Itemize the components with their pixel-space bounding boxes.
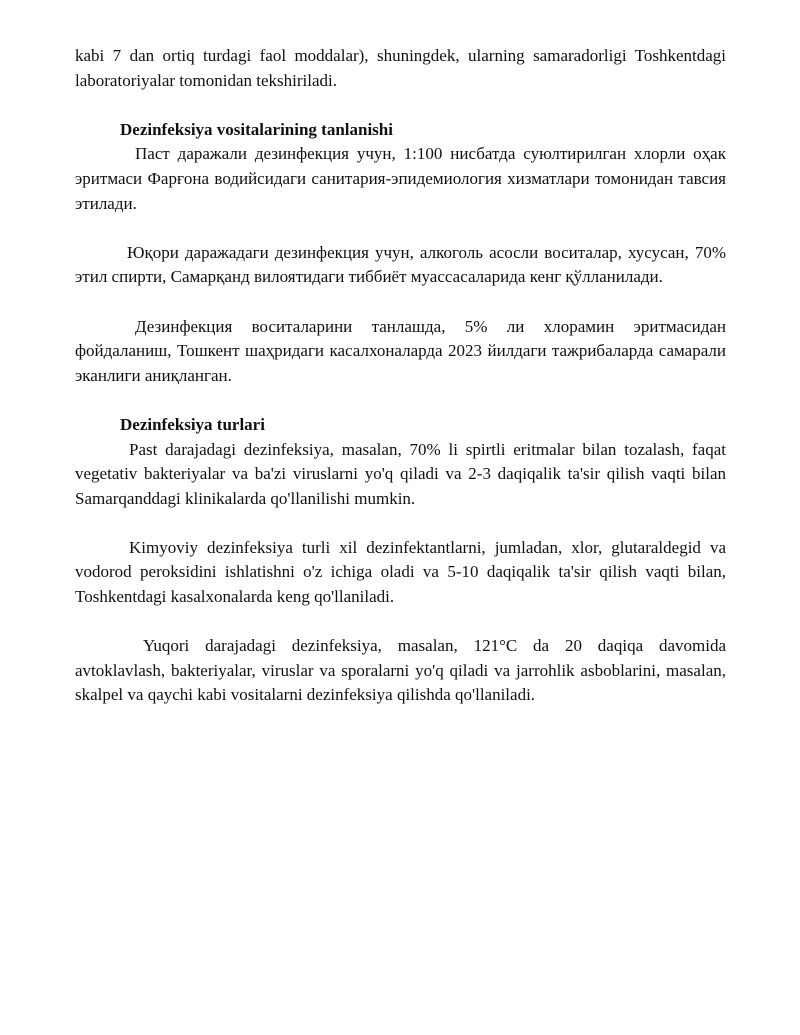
paragraph-high-level-latin: Yuqori darajadagi dezinfeksiya, masalan, 121°C da 20 daqiqa davomida avtoklavlash, bakteriyalar, viruslar va sporalarni yo'q qiladi va jarrohlik asboblarini, masalan, skalpel va qaychi kabi vositalarni dezinfeksiya qilishda qo'llaniladi. bbox=[75, 636, 726, 705]
paragraph-chloramine-cyrillic: Дезинфекция воситаларини танлашда, 5% ли хлорамин эритмасидан фойдаланиш, Тошкент шаҳридаги касалхоналарда 2023 йилдаги тажрибаларда самарали эканлиги аниқланган. bbox=[75, 316, 726, 385]
spacer bbox=[75, 388, 726, 413]
document-page bbox=[75, 44, 726, 708]
spacer bbox=[75, 93, 726, 118]
section-heading-selection: Dezinfeksiya vositalarining tanlanishi bbox=[120, 119, 393, 139]
spacer bbox=[75, 216, 726, 241]
paragraph-high-level-cyrillic: Юқори даражадаги дезинфекция учун, алкоголь асосли воситалар, хусусан, 70% этил спирти, Самарқанд вилоятидаги тиббиёт муассасаларида кенг қўлланилади. bbox=[75, 242, 726, 287]
section-heading-types: Dezinfeksiya turlari bbox=[120, 414, 265, 434]
paragraph-chemical-latin: Kimyoviy dezinfeksiya turli xil dezinfektantlarni, jumladan, xlor, glutaraldegid va vodorod peroksidini ishlatishni o'z ichiga oladi va 5-10 daqiqalik ta'sir qilish vaqti bilan, Toshkentdagi kasalxonalarda keng qo'llaniladi. bbox=[75, 537, 726, 607]
spacer bbox=[75, 511, 726, 536]
intro-paragraph: kabi 7 dan ortiq turdagi faol moddalar), shuningdek, ularning samaradorligi Toshkentdagi laboratoriyalar tomonidan tekshiriladi. bbox=[75, 46, 726, 90]
spacer bbox=[75, 610, 726, 635]
paragraph-low-level-latin: Past darajadagi dezinfeksiya, masalan, 70% li spirtli eritmalar bilan tozalash, faqat vegetativ bakteriyalar va ba'zi viruslarni yo'q qiladi va 2-3 daqiqalik ta'sir qilish vaqti bilan Samarqanddagi klinikalarda qo'llanilishi mumkin. bbox=[75, 439, 726, 508]
spacer bbox=[75, 290, 726, 315]
paragraph-low-level-cyrillic: Паст даражали дезинфекция учун, 1:100 нисбатда суюлтирилган хлорли оҳак эритмаси Фарғона водийсидаги санитария-эпидемиология хизматлари томонидан тавсия этилади. bbox=[75, 144, 726, 213]
